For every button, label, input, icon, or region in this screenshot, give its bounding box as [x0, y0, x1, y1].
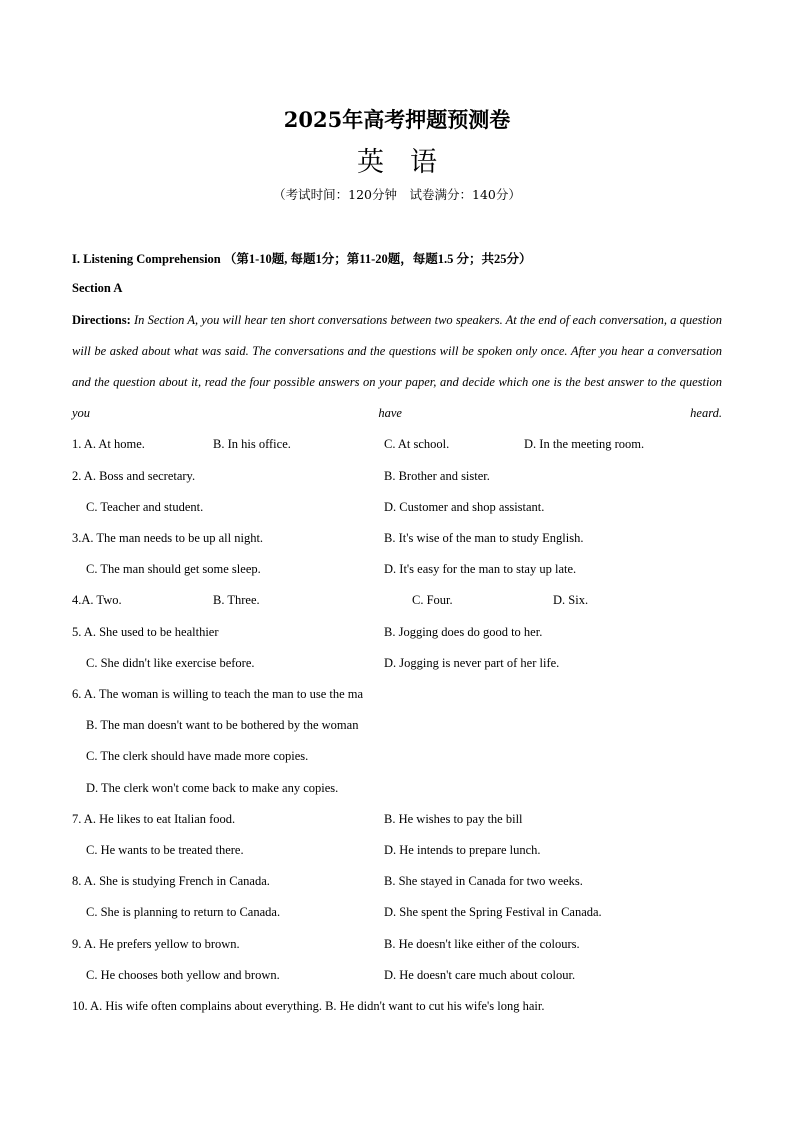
q8-option-d: D. She spent the Spring Festival in Canada. — [384, 905, 602, 919]
q2-option-c: C. Teacher and student. — [86, 500, 204, 514]
q1-option-c: C. At school. — [384, 437, 450, 451]
q8-option-c: C. She is planning to return to Canada. — [86, 905, 281, 919]
q9-option-a: 9. A. He prefers yellow to brown. — [72, 937, 240, 951]
part1-heading-en: I. Listening Comprehension — [72, 252, 221, 266]
q7-option-a: 7. A. He likes to eat Italian food. — [72, 812, 236, 826]
q3-option-c: C. The man should get some sleep. — [86, 562, 261, 576]
q8-option-b: B. She stayed in Canada for two weeks. — [384, 874, 583, 888]
q3-option-a: 3.A. The man needs to be up all night. — [72, 531, 264, 545]
q5-option-c: C. She didn't like exercise before. — [86, 656, 255, 670]
q6-option-c: C. The clerk should have made more copies. — [86, 749, 309, 763]
q4-option-c: C. Four. — [412, 593, 453, 607]
subject-title: 英语 — [357, 147, 463, 178]
directions-label: Directions: — [72, 313, 131, 327]
q7-option-c: C. He wants to be treated there. — [86, 843, 244, 857]
q10-options-ab: 10. A. His wife often complains about everything. B. He didn't want to cut his wife's long hair. — [72, 999, 545, 1013]
q6-option-a: 6. A. The woman is willing to teach the man to use the ma — [72, 687, 364, 701]
q8-option-a: 8. A. She is studying French in Canada. — [72, 874, 270, 888]
q9-option-b: B. He doesn't like either of the colours. — [384, 937, 580, 951]
q5-option-b: B. Jogging does do good to her. — [384, 625, 543, 639]
q2-option-a: 2. A. Boss and secretary. — [72, 469, 196, 483]
section-label: Section A — [72, 281, 123, 295]
q5-option-d: D. Jogging is never part of her life. — [384, 656, 560, 670]
q7-option-b: B. He wishes to pay the bill — [384, 812, 523, 826]
q1-option-b: B. In his office. — [213, 437, 291, 451]
q1-option-a: 1. A. At home. — [72, 437, 145, 451]
q9-option-c: C. He chooses both yellow and brown. — [86, 968, 280, 982]
part1-heading-cn: （第1-10题, 每题1分；第11-20题，每题1.5 分；共25分） — [223, 252, 532, 266]
q5-option-a: 5. A. She used to be healthier — [72, 625, 219, 639]
q6-option-b: B. The man doesn't want to be bothered by the woman — [86, 718, 359, 732]
directions-text: In Section A, you will hear ten short conversations between two speakers. At the end of each conversation, a question will be asked about what was said. The conversations and the questions will be spoken only once. After you hear a conversation and the question about it, read the four possible answers on your paper, and decide which one is the best answer to the question you have heard. — [72, 313, 722, 420]
exam-time-info: （考试时间：120分钟 试卷满分：140分） — [273, 187, 521, 202]
q6-option-d: D. The clerk won't come back to make any copies. — [86, 781, 339, 795]
q3-option-b: B. It's wise of the man to study English. — [384, 531, 584, 545]
q7-option-d: D. He intends to prepare lunch. — [384, 843, 541, 857]
q2-option-b: B. Brother and sister. — [384, 469, 490, 483]
q4-option-b: B. Three. — [213, 593, 260, 607]
q1-option-d: D. In the meeting room. — [524, 437, 645, 451]
exam-title: 2025年高考押题预测卷 — [283, 107, 511, 132]
q2-option-d: D. Customer and shop assistant. — [384, 500, 545, 514]
q4-option-d: D. Six. — [553, 593, 589, 607]
directions-paragraph — [72, 305, 722, 429]
q4-option-a: 4.A. Two. — [72, 593, 122, 607]
q3-option-d: D. It's easy for the man to stay up late. — [384, 562, 577, 576]
part1-heading — [72, 249, 532, 267]
q9-option-d: D. He doesn't care much about colour. — [384, 968, 576, 982]
